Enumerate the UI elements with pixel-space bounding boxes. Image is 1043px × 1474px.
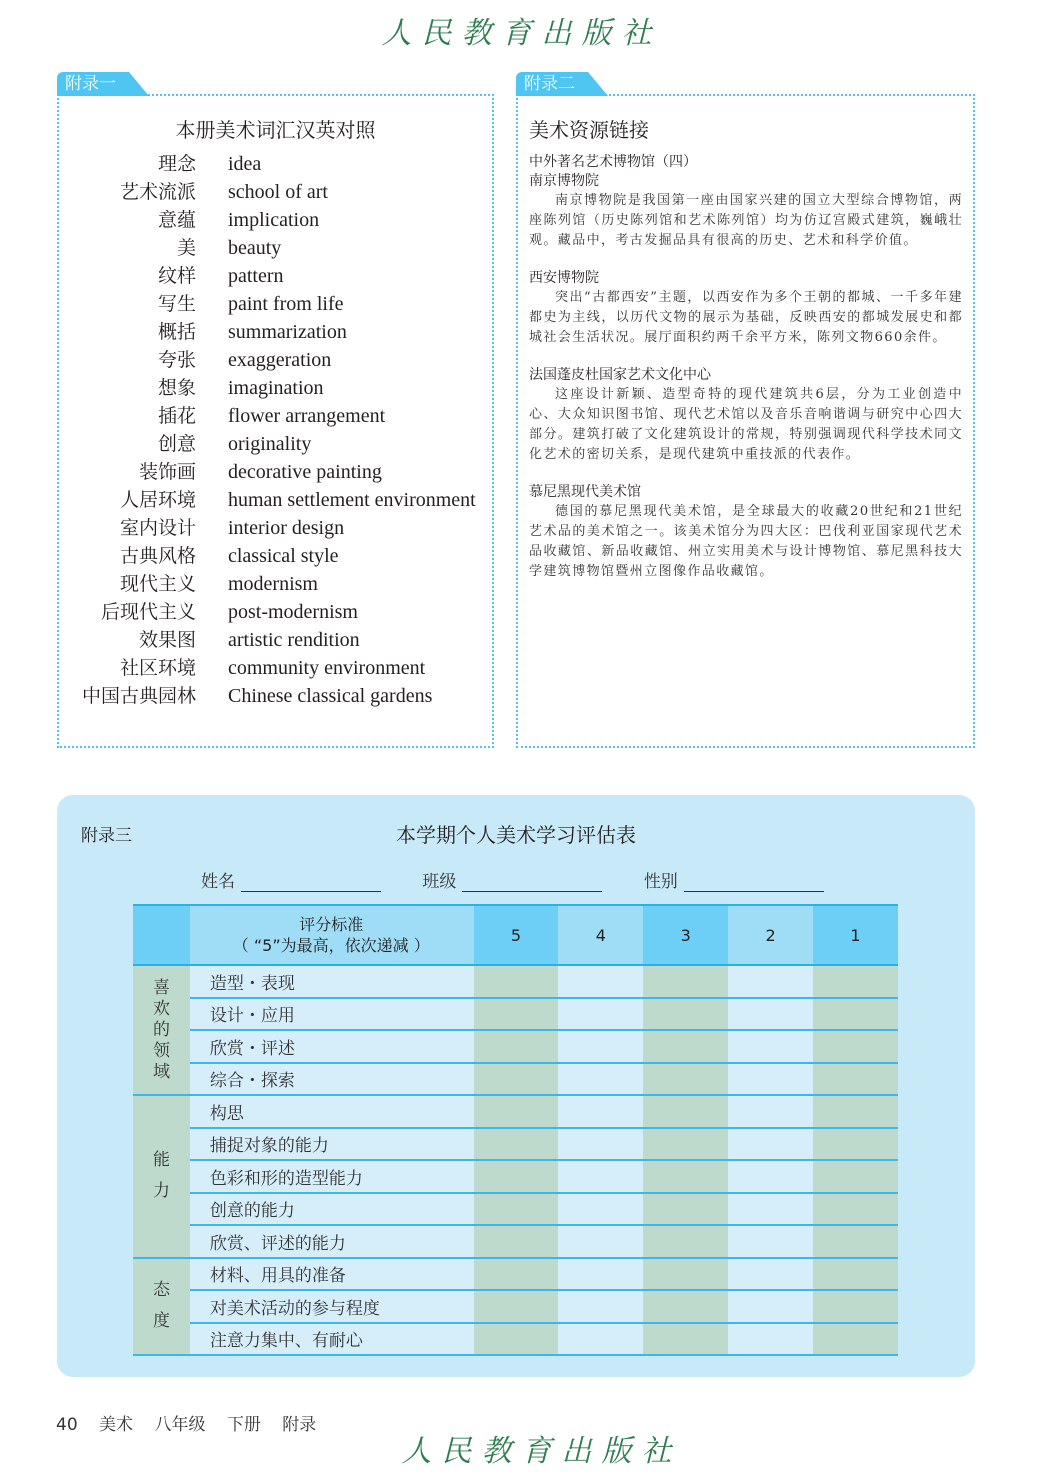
term-zh: 人居环境: [119, 489, 196, 511]
museum-list: [529, 172, 963, 582]
score-cell-3[interactable]: [643, 1160, 728, 1193]
criteria-header: 评分标准 （ “5”为最高，依次递减 ）: [190, 905, 474, 965]
score-cell-3[interactable]: [643, 965, 728, 998]
publisher-logo-top: 人民教育出版社: [381, 16, 662, 51]
term-en: interior design: [228, 517, 345, 539]
museum-description: 南京博物院是我国第一座由国家兴建的国立大型综合博物馆，两座陈列馆（历史陈列馆和艺术陈列馆）均为仿辽宫殿式建筑，巍峨壮观。藏品中，考古发掘品具有很高的历史、艺术和科学价值。: [529, 193, 963, 248]
score-cell-3[interactable]: [643, 1193, 728, 1226]
resources-title: 美术资源链接: [529, 118, 649, 142]
score-cell-1[interactable]: [813, 998, 898, 1031]
vocab-row: [59, 598, 492, 626]
score-cell-4[interactable]: [558, 1258, 643, 1291]
score-cell-2[interactable]: [728, 1160, 813, 1193]
score-cell-1[interactable]: [813, 965, 898, 998]
term-zh: 现代主义: [119, 573, 196, 595]
museum-description: 德国的慕尼黑现代美术馆，是全球最大的收藏20世纪和21世纪艺术品的美术馆之一。该美术馆分为四大区：巴伐利亚国家现代艺术品收藏馆、新品收藏馆、州立实用美术与设计博物馆、慕尼黑科技大学建筑博物馆暨州立图像作品收藏馆。: [529, 504, 963, 579]
score-cell-2[interactable]: [728, 965, 813, 998]
term-zh: 艺术流派: [119, 181, 196, 203]
term-en: school of art: [228, 181, 328, 203]
score-cell-2[interactable]: [728, 1225, 813, 1258]
score-cell-3[interactable]: [643, 998, 728, 1031]
assessment-table: [133, 904, 898, 1356]
term-en: artistic rendition: [228, 629, 360, 651]
criterion-label: 综合・探索: [190, 1063, 474, 1096]
score-cell-4[interactable]: [558, 1323, 643, 1356]
criterion-label: 对美术活动的参与程度: [190, 1290, 474, 1323]
museum-name: 法国蓬皮杜国家艺术文化中心: [529, 367, 711, 383]
footer-section: 附录: [282, 1415, 317, 1435]
term-zh: 社区环境: [119, 657, 196, 679]
criterion-label: 欣赏、评述的能力: [190, 1225, 474, 1258]
score-cell-4[interactable]: [558, 998, 643, 1031]
term-en: classical style: [228, 545, 339, 567]
criterion-label: 注意力集中、有耐心: [190, 1323, 474, 1356]
vocab-row: [59, 486, 492, 514]
score-cell-4[interactable]: [558, 965, 643, 998]
publisher-logo-bottom: 人民教育出版社: [401, 1434, 682, 1469]
assessment-title: 本学期个人美术学习评估表: [396, 823, 636, 847]
score-cell-5[interactable]: [474, 1128, 559, 1161]
term-zh: 理念: [157, 153, 196, 175]
term-en: beauty: [228, 237, 282, 259]
term-zh: 纹样: [157, 265, 196, 287]
appendix1-tab: 附录一: [57, 72, 129, 96]
term-en: exaggeration: [228, 349, 332, 371]
table-row: [133, 1290, 898, 1323]
score-cell-1[interactable]: [813, 1030, 898, 1063]
vocab-row: [59, 542, 492, 570]
score-cell-3[interactable]: [643, 1323, 728, 1356]
term-zh: 创意: [157, 433, 196, 455]
table-row: [133, 1030, 898, 1063]
term-en: flower arrangement: [228, 405, 386, 427]
score-cell-1[interactable]: [813, 1193, 898, 1226]
name-field[interactable]: 姓名: [201, 867, 381, 892]
score-cell-1[interactable]: [813, 1290, 898, 1323]
footer-grade: 八年级: [154, 1415, 206, 1435]
score-cell-5[interactable]: [474, 1258, 559, 1291]
vocab-row: [59, 570, 492, 598]
vocab-row: [59, 514, 492, 542]
term-zh: 美: [176, 237, 196, 259]
group-label: 能 力: [133, 1095, 190, 1258]
score-cell-4[interactable]: [558, 1225, 643, 1258]
appendix3-assessment-panel: [57, 795, 975, 1377]
term-en: paint from life: [228, 293, 344, 315]
term-zh: 插花: [157, 405, 196, 427]
score-cell-1[interactable]: [813, 1128, 898, 1161]
term-en: idea: [228, 153, 262, 175]
term-zh: 中国古典园林: [81, 685, 196, 707]
score-cell-5[interactable]: [474, 1193, 559, 1226]
score-cell-2[interactable]: [728, 998, 813, 1031]
criterion-label: 捕捉对象的能力: [190, 1128, 474, 1161]
vocab-row: [59, 262, 492, 290]
table-header-row: [133, 905, 898, 965]
term-en: Chinese classical gardens: [228, 685, 433, 707]
score-cell-5[interactable]: [474, 1225, 559, 1258]
score-header-4: 4: [558, 905, 643, 965]
score-cell-1[interactable]: [813, 1323, 898, 1356]
vocabulary-title: 本册美术词汇汉英对照: [175, 118, 376, 142]
score-cell-3[interactable]: [643, 1258, 728, 1291]
score-cell-2[interactable]: [728, 1323, 813, 1356]
score-header-5: 5: [474, 905, 559, 965]
museum-name: 南京博物院: [529, 173, 599, 189]
criterion-label: 设计・应用: [190, 998, 474, 1031]
table-row: [133, 1323, 898, 1356]
score-cell-4[interactable]: [558, 1160, 643, 1193]
class-field[interactable]: 班级: [422, 867, 602, 892]
footer-subject: 美术: [99, 1415, 134, 1435]
term-zh: 装饰画: [138, 461, 196, 483]
gender-field[interactable]: 性别: [644, 867, 824, 892]
term-en: implication: [228, 209, 320, 231]
criterion-label: 构思: [190, 1095, 474, 1128]
criterion-label: 欣赏・评述: [190, 1030, 474, 1063]
score-cell-2[interactable]: [728, 1128, 813, 1161]
term-zh: 意蕴: [157, 209, 196, 231]
term-en: decorative painting: [228, 461, 382, 483]
term-zh: 想象: [157, 377, 196, 399]
score-cell-1[interactable]: [813, 1095, 898, 1128]
table-row: [133, 998, 898, 1031]
vocab-row: [59, 626, 492, 654]
museum-description: 突出“古都西安”主题，以西安作为多个王朝的都城、一千多年建都史为主线，以历代文物的展示为基础，反映西安的都城发展史和都城社会生活状况。展厅面积约两千余平方米，陈列文物660余件。: [529, 290, 963, 345]
header-blank: [133, 905, 190, 965]
score-header-2: 2: [728, 905, 813, 965]
score-cell-4[interactable]: [558, 1063, 643, 1096]
score-cell-5[interactable]: [474, 1323, 559, 1356]
vocab-row: [59, 402, 492, 430]
vocab-row: [59, 290, 492, 318]
table-row: [133, 1063, 898, 1096]
score-cell-5[interactable]: [474, 1063, 559, 1096]
vocab-row: [59, 234, 492, 262]
vocab-row: [59, 682, 492, 710]
score-cell-4[interactable]: [558, 1030, 643, 1063]
term-zh: 后现代主义: [100, 601, 196, 623]
score-cell-1[interactable]: [813, 1160, 898, 1193]
appendix2-resources-box: [516, 94, 975, 748]
criterion-label: 材料、用具的准备: [190, 1258, 474, 1291]
museum-description: 这座设计新颖、造型奇特的现代建筑共6层，分为工业创造中心、大众知识图书馆、现代艺术馆以及音乐音响谐调与研究中心四大部分。建筑打破了文化建筑设计的常规，特别强调现代科学技术同文化艺术的密切关系，是现代建筑中重技派的代表作。: [529, 387, 963, 462]
score-cell-2[interactable]: [728, 1063, 813, 1096]
score-cell-5[interactable]: [474, 998, 559, 1031]
score-cell-5[interactable]: [474, 1095, 559, 1128]
vocabulary-list: [59, 150, 492, 710]
term-zh: 效果图: [138, 629, 196, 651]
appendix2-tab: 附录二: [516, 72, 588, 96]
score-cell-4[interactable]: [558, 1095, 643, 1128]
score-cell-4[interactable]: [558, 1290, 643, 1323]
criterion-label: 创意的能力: [190, 1193, 474, 1226]
museum-name: 慕尼黑现代美术馆: [529, 484, 641, 500]
vocab-row: [59, 206, 492, 234]
group-label: 态 度: [133, 1258, 190, 1356]
table-row: [133, 1193, 898, 1226]
table-row: [133, 1258, 898, 1291]
term-en: imagination: [228, 377, 324, 399]
score-cell-3[interactable]: [643, 1290, 728, 1323]
score-cell-1[interactable]: [813, 1258, 898, 1291]
museum-name: 西安博物院: [529, 270, 599, 286]
resources-content: [529, 152, 963, 600]
term-zh: 室内设计: [119, 517, 196, 539]
term-en: modernism: [228, 573, 318, 595]
score-cell-5[interactable]: [474, 1160, 559, 1193]
table-row: [133, 1128, 898, 1161]
term-zh: 概括: [157, 321, 196, 343]
score-cell-3[interactable]: [643, 1030, 728, 1063]
resources-subtitle: 中外著名艺术博物馆（四）: [529, 154, 697, 170]
score-cell-1[interactable]: [813, 1225, 898, 1258]
student-info-fields: [201, 867, 860, 892]
score-cell-5[interactable]: [474, 1030, 559, 1063]
score-cell-2[interactable]: [728, 1193, 813, 1226]
score-cell-2[interactable]: [728, 1030, 813, 1063]
score-cell-2[interactable]: [728, 1290, 813, 1323]
score-cell-1[interactable]: [813, 1063, 898, 1096]
vocab-row: [59, 430, 492, 458]
vocab-row: [59, 150, 492, 178]
score-cell-2[interactable]: [728, 1258, 813, 1291]
footer-volume: 下册: [226, 1415, 261, 1435]
term-en: summarization: [228, 321, 347, 343]
table-row: [133, 1225, 898, 1258]
page-number: 40: [56, 1415, 78, 1435]
term-en: originality: [228, 433, 312, 455]
score-cell-5[interactable]: [474, 965, 559, 998]
criterion-label: 色彩和形的造型能力: [190, 1160, 474, 1193]
score-cell-3[interactable]: [643, 1128, 728, 1161]
criterion-label: 造型・表现: [190, 965, 474, 998]
score-cell-4[interactable]: [558, 1193, 643, 1226]
term-en: human settlement environment: [228, 489, 476, 511]
appendix1-vocabulary-box: [57, 94, 494, 748]
table-row: [133, 1095, 898, 1128]
score-header-3: 3: [643, 905, 728, 965]
score-cell-4[interactable]: [558, 1128, 643, 1161]
vocab-row: [59, 346, 492, 374]
term-en: pattern: [228, 265, 284, 287]
vocab-row: [59, 654, 492, 682]
term-en: post-modernism: [228, 601, 358, 623]
term-zh: 写生: [157, 293, 196, 315]
vocab-row: [59, 458, 492, 486]
vocab-row: [59, 178, 492, 206]
score-cell-5[interactable]: [474, 1290, 559, 1323]
vocab-row: [59, 374, 492, 402]
table-row: [133, 1160, 898, 1193]
score-cell-3[interactable]: [643, 1095, 728, 1128]
table-row: [133, 965, 898, 998]
score-cell-3[interactable]: [643, 1225, 728, 1258]
term-zh: 古典风格: [119, 545, 196, 567]
score-cell-3[interactable]: [643, 1063, 728, 1096]
term-zh: 夸张: [157, 349, 196, 371]
appendix3-label: 附录三: [81, 826, 132, 846]
score-cell-2[interactable]: [728, 1095, 813, 1128]
group-label: 喜 欢 的 领 域: [133, 965, 190, 1095]
vocab-row: [59, 318, 492, 346]
term-en: community environment: [228, 657, 426, 679]
score-header-1: 1: [813, 905, 898, 965]
